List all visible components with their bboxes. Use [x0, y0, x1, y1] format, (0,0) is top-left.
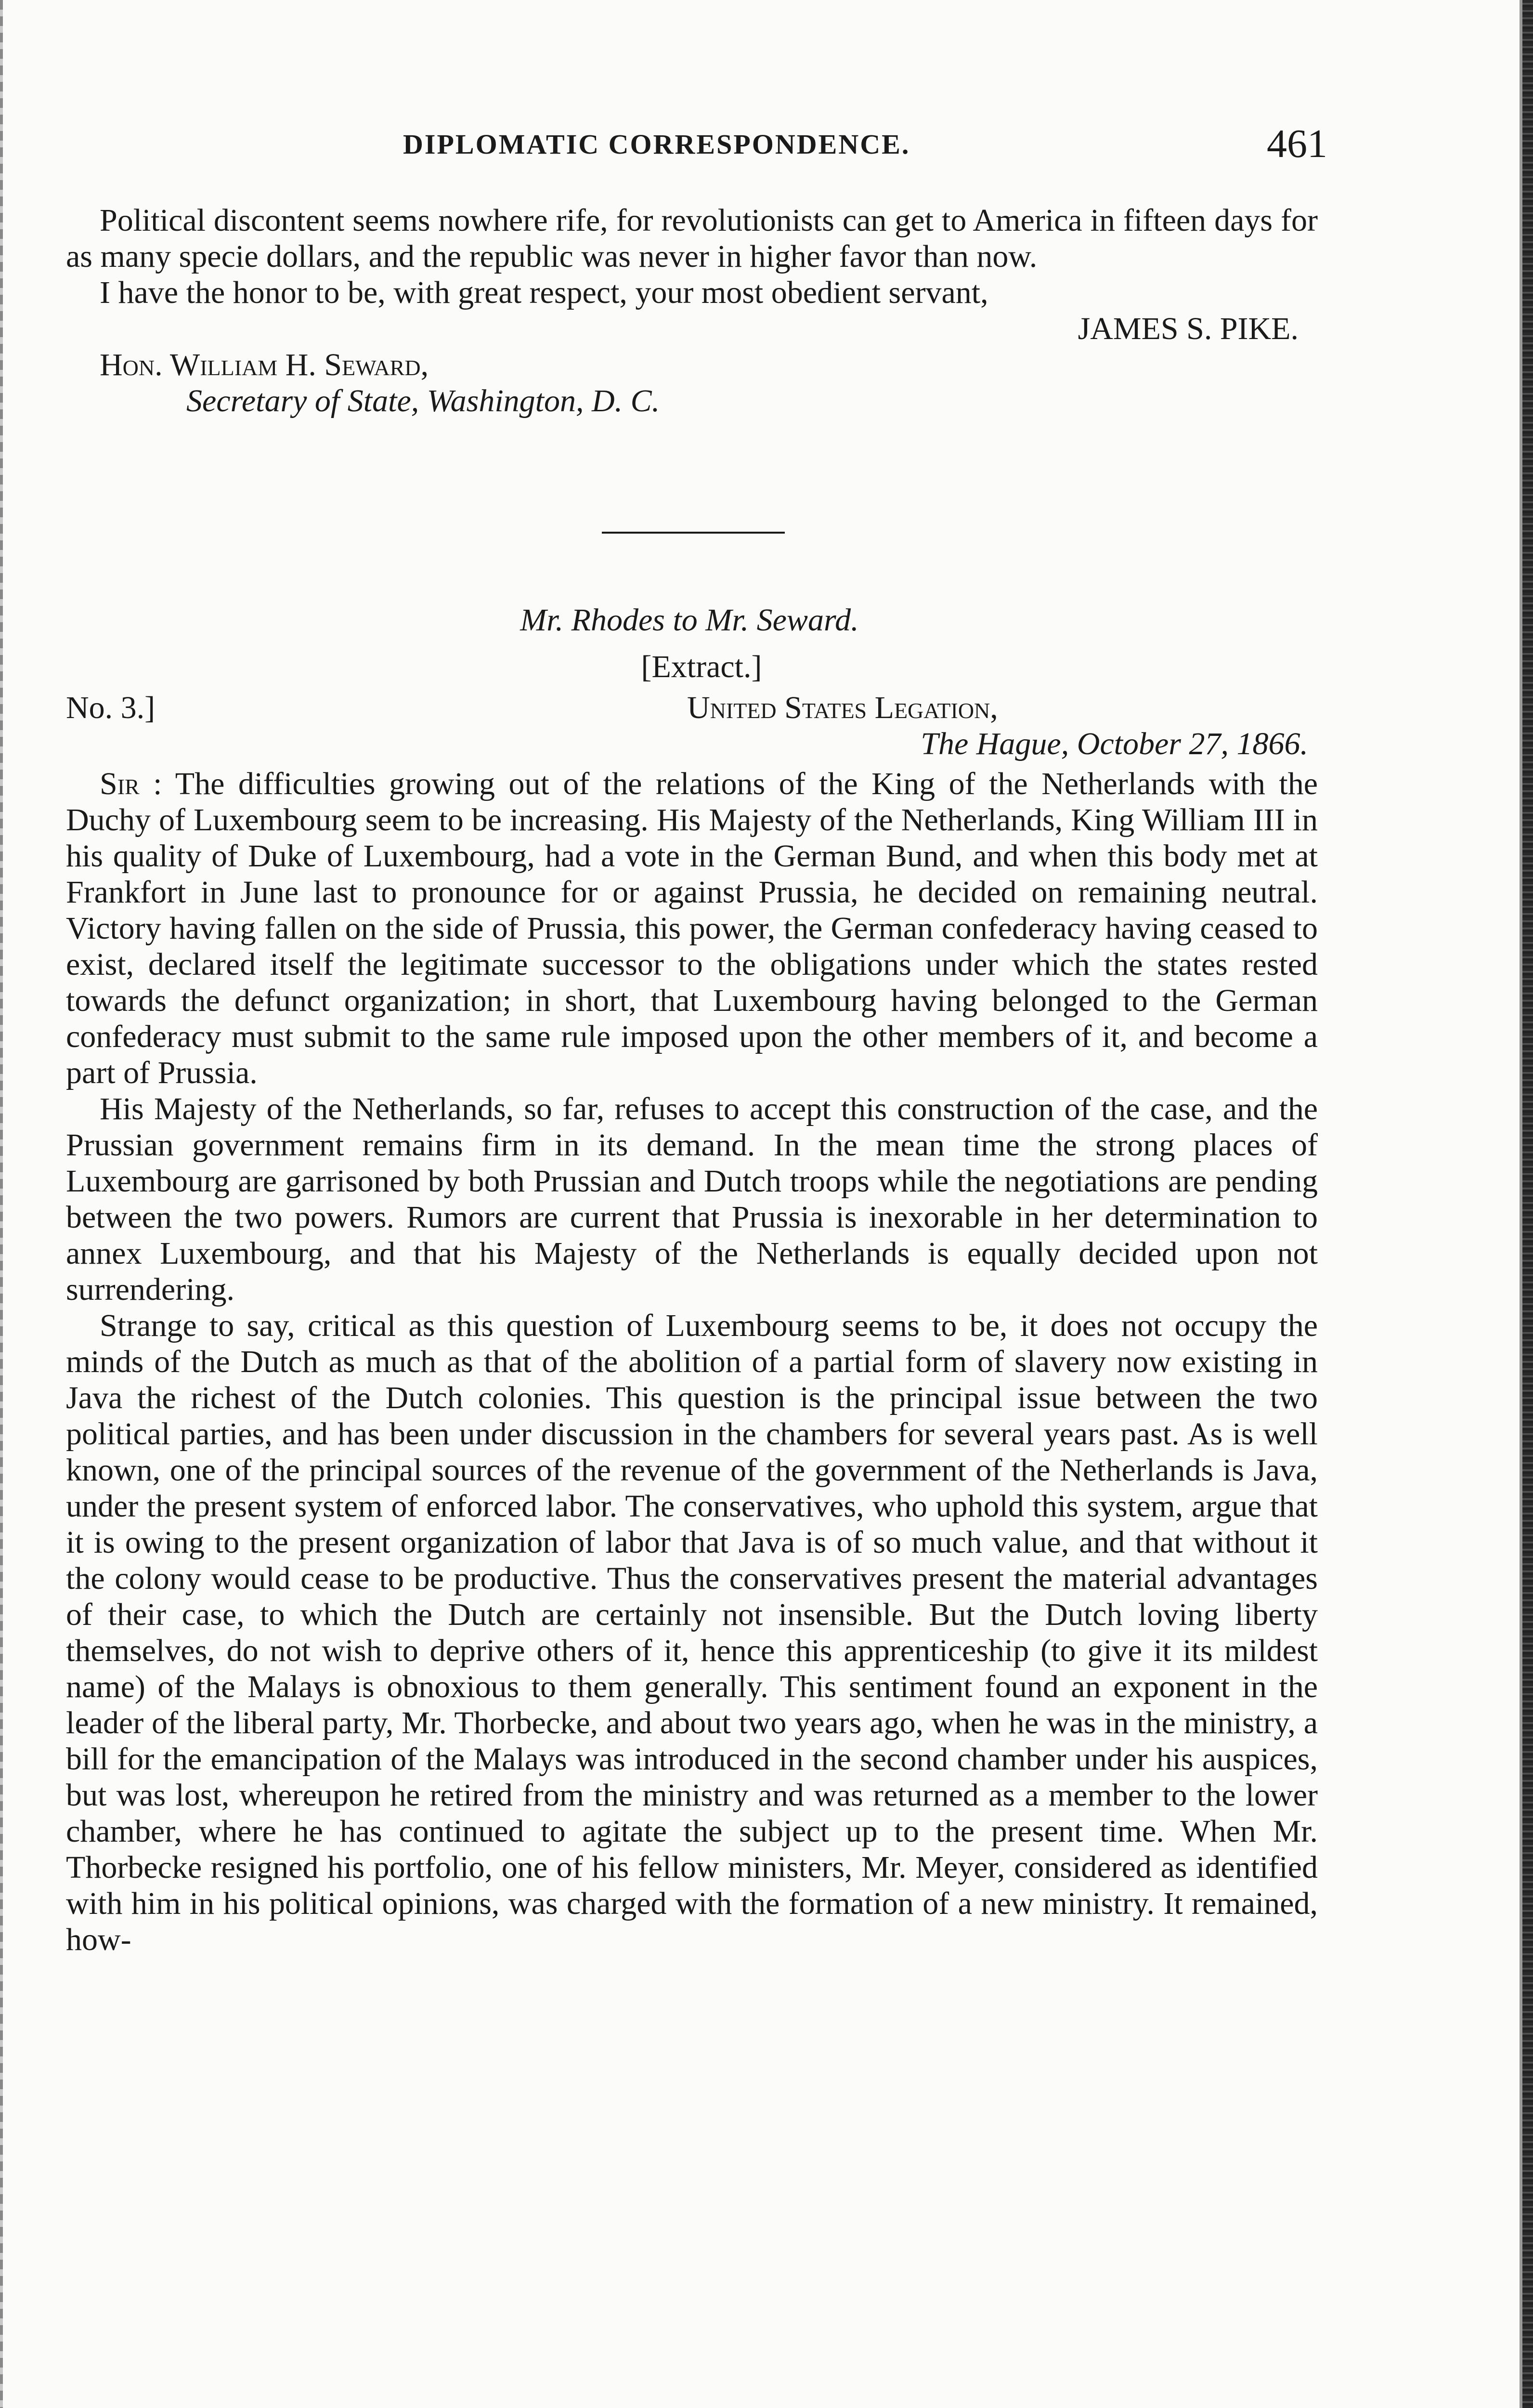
letter-heading: Mr. Rhodes to Mr. Seward.: [520, 602, 859, 638]
letter-salutation: Sir :: [100, 766, 162, 801]
letter-note: [Extract.]: [641, 649, 762, 684]
place-date: The Hague, October 27, 1866.: [921, 726, 1308, 761]
letter-paragraph-2: His Majesty of the Netherlands, so far, refuses to accept this construction of the case, and the Prussian government remains firm in its demand. In the mean time the strong places of Luxembourg are garrisoned by both Prussian and Dutch troops while the negotiations are pending between the two powers. Rumors are current that Prussia is inexorable in her determination to annex Luxembourg, and that his Majesty of the Netherlands is equally decided upon not surrendering.: [66, 1091, 1318, 1307]
closing-salutation: I have the honor to be, with great respect, your most obedient servant,: [100, 275, 988, 310]
previous-letter-closing: [66, 202, 1318, 419]
running-header-title: DIPLOMATIC CORRESPONDENCE.: [403, 129, 910, 160]
letter-number: No. 3.]: [66, 690, 156, 725]
addressee-name-text: Hon. William H. Seward,: [100, 347, 429, 382]
addressee-name: [66, 347, 1318, 383]
section-divider: [602, 532, 785, 534]
signature: JAMES S. PIKE.: [1078, 311, 1299, 346]
closing-paragraph: Political discontent seems nowhere rife, for revolutionists can get to America in fifteen days for as many specie dollars, and the republic was never in higher favor than now.: [66, 203, 1318, 274]
legation: United States Legation,: [687, 690, 998, 725]
letter-paragraph-1-text: The difficulties growing out of the relations of the King of the Netherlands with the Duchy of Luxembourg seem to be increasing. His Majesty of the Netherlands, King William III in his quality of Duke of Luxembourg, had a vote in the German Bund, and when this body met at Frankfort in June last to pronounce for or against Prussia, he decided on remaining neutral. Victory having fallen on the side of Prussia, this power, the German confederacy having ceased to exist, declared itself the legitimate successor to the obligations under which the states rested towards the defunct organization; in short, that Luxembourg having belonged to the German confederacy must submit to the same rule imposed upon the other members of it, and become a part of Prussia.: [66, 766, 1318, 1090]
letter-paragraph-1: [66, 766, 1318, 1091]
addressee-title: Secretary of State, Washington, D. C.: [186, 383, 660, 419]
letter: [66, 602, 1318, 1958]
page-number: 461: [1267, 121, 1327, 166]
letter-number-row: [66, 690, 1318, 726]
scan-left-edge: [0, 0, 3, 2408]
running-header: [66, 120, 1327, 173]
letter-paragraph-3: Strange to say, critical as this question of Luxembourg seems to be, it does not occupy the minds of the Dutch as much as that of the abolition of a partial form of slavery now existing in Java the richest of the Dutch colonies. This question is the principal issue between the two political parties, and has been under discussion in the chambers for several years past. As is well known, one of the principal sources of the revenue of the government of the Netherlands is Java, under the present system of enforced labor. The conservatives, who uphold this system, argue that it is owing to the present organization of labor that Java is of so much value, and that without it the colony would cease to be productive. Thus the conservatives present the material advantages of their case, to which the Dutch are certainly not insensible. But the Dutch loving liberty themselves, do not wish to deprive others of it, hence this apprenticeship (to give it its mildest name) of the Malays is obnoxious to them generally. This sentiment found an exponent in the leader of the liberal party, Mr. Thorbecke, and about two years ago, when he was in the ministry, a bill for the emancipation of the Malays was introduced in the second chamber under his auspices, but was lost, whereupon he retired from the ministry and was returned as a member to the lower chamber, where he has continued to agitate the subject up to the present time. When Mr. Thorbecke resigned his portfolio, one of his fellow ministers, Mr. Meyer, considered as identified with him in his political opinions, was charged with the formation of a new ministry. It remained, how-: [66, 1308, 1318, 1957]
scan-binding-edge: [1522, 0, 1533, 2408]
